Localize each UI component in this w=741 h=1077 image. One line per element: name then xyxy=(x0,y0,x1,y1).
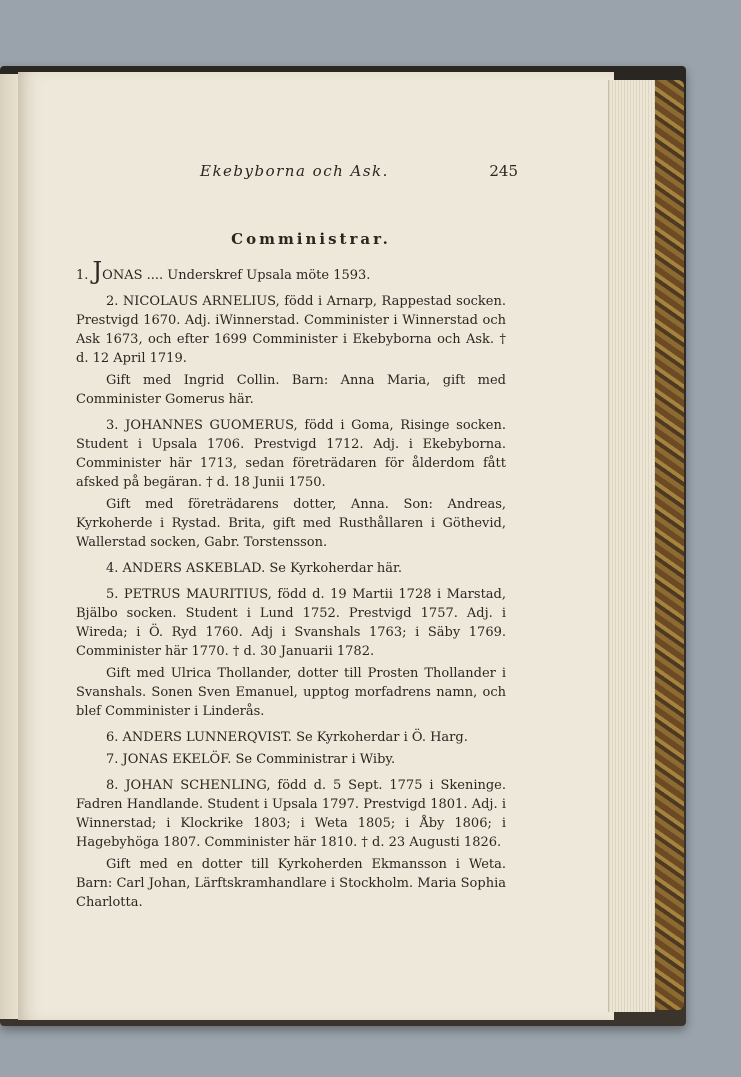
entry-number: 1. xyxy=(76,268,89,283)
entry-8 xyxy=(76,776,506,852)
entry-number: 3. xyxy=(106,418,119,433)
entry-7 xyxy=(76,750,506,769)
entry-text: JOHANNES GUOMERUS, född i Goma, Risinge socken. Student i Upsala 1706. Prestvigd 1712. Adj. i Ekebyborna. Comminister här 1713, sedan företrädaren för ålderdom fått afsked på begäran. † d. 18 Junii 1750. xyxy=(76,418,507,490)
entry-5-note: Gift med Ulrica Thollander, dotter till Prosten Thollander i Svanshals. Sonen Sven Emanuel, upptog morfadrens namn, och blef Comminister i Linderås. xyxy=(76,666,506,719)
entry-8-note: Gift med en dotter till Kyrkoherden Ekmansson i Weta. Barn: Carl Johan, Lärftskramhandlare i Stockholm. Maria Sophia Charlotta. xyxy=(76,857,506,910)
entry-text: JOHAN SCHENLING, född d. 5 Sept. 1775 i Skeninge. Fadren Handlande. Student i Upsala 1797. Prestvigd 1801. Adj. i Winnerstad; i Klockrike 1803; i Weta 1805; i Åby 1806; i Hagebyhöga 1807. Comminister här 1810. † d. 23 Augusti 1826. xyxy=(76,778,506,850)
page-number: 245 xyxy=(489,162,518,180)
page-body xyxy=(76,257,507,912)
marbled-cover-edge xyxy=(650,80,684,1010)
entry-3 xyxy=(76,416,506,492)
running-header xyxy=(200,162,518,186)
page-stack-edges xyxy=(608,80,655,1012)
entry-text: ONAS .... Underskref Upsala möte 1593. xyxy=(102,268,371,283)
entry-text: NICOLAUS ARNELIUS, född i Arnarp, Rappestad socken. Prestvigd 1670. Adj. iWinnerstad. Comminister i Winnerstad och Ask 1673, och efter 1699 Comminister i Ekebyborna och Ask. † d. 12 April 1719. xyxy=(76,294,506,366)
section-heading: Comministrar. xyxy=(231,230,391,248)
entry-text: PETRUS MAURITIUS, född d. 19 Martii 1728 i Marstad, Bjälbo socken. Student i Lund 1752. Prestvigd 1757. Adj. i Wireda; i Ö. Ryd 1760. Adj i Svanshals 1763; i Säby 1769. Comminister här 1770. † d. 30 Januarii 1782. xyxy=(76,587,506,659)
entry-number: 8. xyxy=(106,778,119,793)
entry-3-note: Gift med företrädarens dotter, Anna. Son: Andreas, Kyrkoherde i Rystad. Brita, gift med Rusthållaren i Göthevid, Wallerstad socken, Gabr. Torstensson. xyxy=(76,497,506,550)
entry-1 xyxy=(76,257,506,285)
entry-5 xyxy=(76,585,506,661)
entry-number: 7. xyxy=(106,752,119,767)
entry-text: ANDERS LUNNERQVIST. Se Kyrkoherdar i Ö. Harg. xyxy=(122,730,468,745)
entry-2 xyxy=(76,292,506,368)
running-title: Ekebyborna och Ask. xyxy=(200,162,389,180)
entry-4 xyxy=(76,559,506,578)
entry-2-note: Gift med Ingrid Collin. Barn: Anna Maria, gift med Comminister Gomerus här. xyxy=(76,373,506,407)
entry-number: 6. xyxy=(106,730,119,745)
left-page-edge xyxy=(0,74,20,1019)
entry-6 xyxy=(76,728,506,747)
entry-number: 5. xyxy=(106,587,119,602)
entry-text: JONAS EKELÖF. Se Comministrar i Wiby. xyxy=(122,752,396,767)
entry-text: ANDERS ASKEBLAD. Se Kyrkoherdar här. xyxy=(122,561,402,576)
drop-initial: J xyxy=(92,257,103,285)
entry-number: 4. xyxy=(106,561,119,576)
entry-number: 2. xyxy=(106,294,119,309)
